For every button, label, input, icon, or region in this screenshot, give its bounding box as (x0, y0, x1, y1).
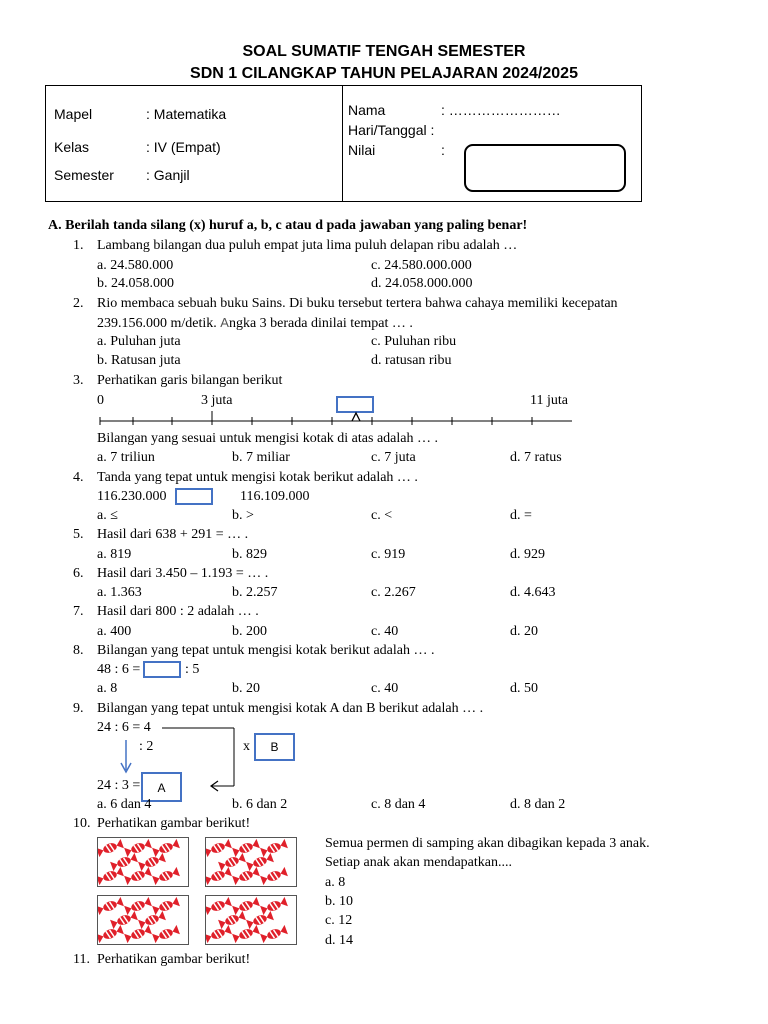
number-line (96, 408, 576, 430)
number-line-marker-icon (352, 413, 360, 421)
candy-piece (124, 867, 152, 885)
q1-option-a[interactable]: a. 24.580.000 (97, 258, 174, 273)
candy-box (97, 837, 189, 887)
page-subtitle: SDN 1 CILANGKAP TAHUN PELAJARAN 2024/2025 (190, 65, 578, 82)
candy-piece (152, 867, 180, 885)
candy-piece (246, 911, 274, 929)
q2-option-d[interactable]: d. ratusan ribu (371, 353, 452, 368)
candy-piece (260, 897, 288, 915)
q10-description-line1: Semua permen di samping akan dibagikan kepada 3 anak. (325, 836, 650, 851)
q2-number: 2. (73, 296, 84, 311)
q4-number: 4. (73, 470, 84, 485)
q8-option-d[interactable]: d. 50 (510, 681, 538, 696)
candy-piece (110, 853, 138, 871)
kelas-label: Kelas (54, 139, 90, 155)
candy-box (205, 895, 297, 945)
q1-option-d[interactable]: d. 24.058.000.000 (371, 276, 473, 291)
q9-equation-2: 24 : 3 = (97, 778, 141, 793)
q8-option-c[interactable]: c. 40 (371, 681, 399, 696)
q10-option-b[interactable]: b. 10 (325, 894, 353, 909)
number-line-label-0: 0 (97, 393, 104, 408)
nilai-label: Nilai (348, 142, 376, 158)
q7-number: 7. (73, 604, 84, 619)
q9-text: Bilangan yang tepat untuk mengisi kotak A dan B berikut adalah … . (97, 701, 484, 716)
q9-equation-1: 24 : 6 = 4 (97, 720, 151, 735)
q3-option-a[interactable]: a. 7 triliun (97, 450, 155, 465)
number-line-label-11-juta: 11 juta (530, 393, 568, 408)
q2-option-b[interactable]: b. Ratusan juta (97, 353, 181, 368)
candy-piece (110, 911, 138, 929)
q4-option-d[interactable]: d. = (510, 508, 532, 523)
q4-option-a[interactable]: a. ≤ (97, 508, 118, 523)
candy-piece (260, 867, 288, 885)
q1-option-c[interactable]: c. 24.580.000.000 (371, 258, 472, 273)
q7-option-a[interactable]: a. 400 (97, 624, 132, 639)
q2-text-part2: A (220, 315, 229, 330)
candy-piece (218, 853, 246, 871)
q3-option-b[interactable]: b. 7 miliar (232, 450, 290, 465)
mapel-value: : Matematika (146, 106, 227, 122)
arrow-left-icon (211, 781, 234, 791)
candy-piece (124, 897, 152, 915)
number-line-ticks (100, 411, 532, 425)
number-line-label-3-juta: 3 juta (201, 393, 233, 408)
q7-option-d[interactable]: d. 20 (510, 624, 538, 639)
q6-option-b[interactable]: b. 2.257 (232, 585, 278, 600)
q9-option-d[interactable]: d. 8 dan 2 (510, 797, 566, 812)
q3-text2: Bilangan yang sesuai untuk mengisi kotak di atas adalah … . (97, 431, 438, 446)
q1-text: Lambang bilangan dua puluh empat juta lima puluh delapan ribu adalah … (97, 238, 518, 253)
q6-option-a[interactable]: a. 1.363 (97, 585, 142, 600)
q3-option-c[interactable]: c. 7 juta (371, 450, 416, 465)
candy-piece (124, 839, 152, 857)
q9-divide-by-2: : 2 (139, 739, 154, 754)
q8-equation-left: 48 : 6 = (97, 662, 141, 677)
q3-option-d[interactable]: d. 7 ratus (510, 450, 562, 465)
nilai-colon: : (441, 142, 445, 158)
candy-box (205, 837, 297, 887)
candy-piece (152, 897, 180, 915)
q8-option-b[interactable]: b. 20 (232, 681, 260, 696)
candy-icon (206, 896, 296, 944)
q10-number: 10. (73, 816, 91, 831)
candy-piece (260, 925, 288, 943)
q11-number: 11. (73, 952, 90, 967)
candy-piece (206, 925, 232, 943)
q8-equation-right: : 5 (185, 662, 200, 677)
q5-number: 5. (73, 527, 84, 542)
info-box (45, 85, 642, 202)
nama-label: Nama (348, 102, 386, 118)
candy-piece (260, 839, 288, 857)
q6-text: Hasil dari 3.450 – 1.193 = … . (97, 566, 269, 581)
q5-option-d[interactable]: d. 929 (510, 547, 545, 562)
q4-left-number: 116.230.000 (97, 489, 167, 504)
candy-piece (232, 839, 260, 857)
candy-piece (152, 925, 180, 943)
q9-option-c[interactable]: c. 8 dan 4 (371, 797, 426, 812)
candy-piece (98, 839, 124, 857)
q10-text: Perhatikan gambar berikut! (97, 816, 251, 831)
nama-field[interactable]: : …………………… (441, 102, 561, 118)
candy-piece (206, 839, 232, 857)
q9-box-b[interactable]: B (254, 733, 295, 761)
q10-option-a[interactable]: a. 8 (325, 875, 346, 890)
section-a-heading: A. Berilah tanda silang (x) huruf a, b, c atau d pada jawaban yang paling benar! (48, 218, 528, 233)
q1-option-b[interactable]: b. 24.058.000 (97, 276, 174, 291)
semester-value: : Ganjil (146, 167, 190, 183)
kelas-value: : IV (Empat) (146, 139, 221, 155)
candy-piece (98, 867, 124, 885)
info-divider (342, 86, 343, 201)
q4-text: Tanda yang tepat untuk mengisi kotak berikut adalah … . (97, 470, 418, 485)
nilai-box[interactable] (464, 144, 626, 192)
candy-piece (138, 853, 166, 871)
candy-piece (98, 925, 124, 943)
q5-option-b[interactable]: b. 829 (232, 547, 267, 562)
candy-piece (152, 839, 180, 857)
q2-option-a[interactable]: a. Puluhan juta (97, 334, 181, 349)
q10-option-c[interactable]: c. 12 (325, 913, 353, 928)
q5-text: Hasil dari 638 + 291 = … . (97, 527, 249, 542)
q3-text: Perhatikan garis bilangan berikut (97, 373, 283, 388)
q6-number: 6. (73, 566, 84, 581)
q8-option-a[interactable]: a. 8 (97, 681, 118, 696)
candy-icon (206, 838, 296, 886)
q9-option-a[interactable]: a. 6 dan 4 (97, 797, 152, 812)
q9-number: 9. (73, 701, 84, 716)
candy-piece (246, 853, 274, 871)
q4-answer-box[interactable] (175, 488, 213, 505)
hari-tanggal-label: Hari/Tanggal : (348, 122, 435, 138)
q2-text-part3: ngka 3 berada dinilai tempat … . (228, 316, 413, 331)
q5-option-c[interactable]: c. 919 (371, 547, 406, 562)
q4-right-number: 116.109.000 (240, 489, 310, 504)
q2-option-c[interactable]: c. Puluhan ribu (371, 334, 457, 349)
candy-icon (98, 838, 188, 886)
q9-option-b[interactable]: b. 6 dan 2 (232, 797, 288, 812)
q5-option-a[interactable]: a. 819 (97, 547, 132, 562)
q11-text: Perhatikan gambar berikut! (97, 952, 251, 967)
page-title: SOAL SUMATIF TENGAH SEMESTER (242, 43, 526, 60)
q1-number: 1. (73, 238, 84, 253)
q2-text-part1: 239.156.000 m/detik. (97, 316, 221, 331)
candy-box (97, 895, 189, 945)
q7-text: Hasil dari 800 : 2 adalah … . (97, 604, 259, 619)
mapel-label: Mapel (54, 106, 93, 122)
arrow-down-icon (121, 740, 131, 772)
q2-text-line2 (97, 315, 413, 332)
q10-option-d[interactable]: d. 14 (325, 933, 353, 948)
candy-piece (138, 911, 166, 929)
candy-piece (124, 925, 152, 943)
q10-description-line2: Setiap anak akan mendapatkan.... (325, 855, 512, 870)
q8-answer-box[interactable] (143, 661, 181, 678)
candy-piece (98, 897, 124, 915)
q6-option-c[interactable]: c. 2.267 (371, 585, 416, 600)
q2-text-line1: Rio membaca sebuah buku Sains. Di buku tersebut tertera bahwa cahaya memiliki kecepatan (97, 296, 618, 311)
q4-option-b[interactable]: b. > (232, 508, 254, 523)
candy-icon (98, 896, 188, 944)
q6-option-d[interactable]: d. 4.643 (510, 585, 556, 600)
candy-piece (206, 867, 232, 885)
candy-piece (218, 911, 246, 929)
q8-text: Bilangan yang tepat untuk mengisi kotak berikut adalah … . (97, 643, 435, 658)
q8-number: 8. (73, 643, 84, 658)
candy-piece (232, 867, 260, 885)
q7-option-c[interactable]: c. 40 (371, 624, 399, 639)
q3-number: 3. (73, 373, 84, 388)
candy-piece (232, 925, 260, 943)
semester-label: Semester (54, 167, 114, 183)
candy-piece (232, 897, 260, 915)
q9-box-a[interactable]: A (141, 772, 182, 802)
q4-option-c[interactable]: c. < (371, 508, 393, 523)
candy-piece (206, 897, 232, 915)
q9-times-sign: x (243, 739, 250, 754)
q7-option-b[interactable]: b. 200 (232, 624, 267, 639)
